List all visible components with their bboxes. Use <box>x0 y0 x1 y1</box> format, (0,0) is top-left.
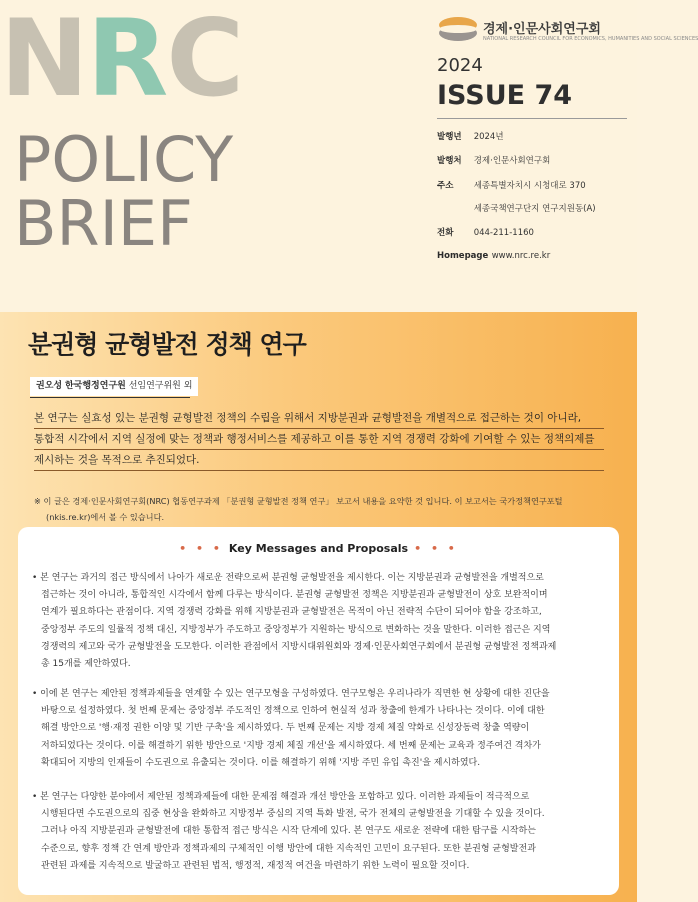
page-title: 분권형 균형발전 정책 연구 <box>28 330 306 359</box>
key-message-item: • 본 연구는 다양한 분야에서 제안된 정책과제들에 대한 문제점 해결과 개선 방안을 포함하고 있다. 이러한 과제들이 적극적으로 시행된다면 수도권으로의 집중 현상을 완화하고 지방정부 중심의 지역 특화 발전, 국가 전체의 균형발전을 기대할 수 있을 것이다. 그러나 아직 지방분권과 균형발전에 대한 통합적 접근 방식은 시작 단계에 있다. 본 연구도 새로운 전략에 대한 탐구를 시작하는 수준으로, 향후 정책 간 연계 방안과 정책과제의 구체적인 이행 방안에 대한 지속적인 고민이 요구된다. 또한 분권형 균형발전과 관련된 과제를 지속적으로 발굴하고 관련된 법적, 행정적, 재정적 여건을 마련하기 위한 노력이 필요할 것이다. <box>32 792 545 871</box>
pub-row: 세종국책연구단지 연구지원동(A) <box>473 204 596 214</box>
pub-row: 발행년 2024년 <box>437 132 504 142</box>
brand-nrc: NRC <box>0 0 243 120</box>
key-message-item: • 이에 본 연구는 제안된 정책과제들을 연계할 수 있는 연구모형을 구성하였다. 연구모형은 우리나라가 직면한 현 상황에 대한 진단을 바탕으로 설정하였다. 첫 번째 문제는 중앙정부 주도적인 정책으로 인하여 현실적 성과 창출에 한계가 나타나는 것이다. 이에 대한 해결 방안으로 '행·재정 권한 이양 및 기반 구축'을 제시하였다. 두 번째 문제는 지방 경제 체질 약화로 신성장동력 창출 역량이 저하되었다는 것이다. 이를 해결하기 위한 방안으로 '지방 경제 체질 개선'을 제시하였다. 세 번째 문제는 교육과 정주여건 격차가 확대되어 지방의 인재들이 수도권으로 유출되는 것이다. 이를 해결하기 위해 '지방 주민 유입 촉진'을 제시하였다. <box>32 689 550 768</box>
abstract-line: 제시하는 것을 목적으로 추진되었다. <box>34 450 604 471</box>
nrc-logo-icon <box>437 16 479 42</box>
brand-brief: BRIEF <box>14 187 193 260</box>
dots-icon: • • • <box>179 542 223 555</box>
key-messages-card <box>18 527 619 895</box>
nrc-logo <box>437 16 698 46</box>
pub-row: 전화 044-211-1160 <box>437 228 534 238</box>
source-note <box>34 493 614 525</box>
masthead <box>0 0 698 312</box>
pub-row: Homepage www.nrc.re.kr <box>437 251 551 261</box>
abstract-line: 본 연구는 실효성 있는 분권형 균형발전 정책의 수립을 위해서 지방분권과 균형발전을 개별적으로 접근하는 것이 아니라, <box>34 408 604 429</box>
org-name: 경제·인문사회연구회 <box>483 22 601 37</box>
note-line: ※ 이 글은 경제·인문사회연구회(NRC) 협동연구과제 「분권형 균형발전 정책 연구」 보고서 내용을 요약한 것 입니다. 이 보고서는 국가정책연구포털 <box>34 496 563 506</box>
abstract <box>34 408 604 471</box>
issue-year: 2024 <box>437 55 483 76</box>
brand-policy: POLICY <box>14 123 234 196</box>
divider <box>437 118 627 119</box>
org-name-en: NATIONAL RESEARCH COUNCIL FOR ECONOMICS, HUMANITIES AND SOCIAL SCIENCES <box>483 36 698 42</box>
key-message-item: • 본 연구는 과거의 접근 방식에서 나아가 새로운 전략으로써 분권형 균형발전을 제시한다. 이는 지방분권과 균형발전을 개별적으로 접근하는 것이 아니라, 통합적인 시각에서 함께 다루는 방식이다. 분권형 균형발전 정책은 지방분권과 균형발전이 상호 보완적이며 연계가 필요하다는 관점이다. 지역 경쟁력 강화를 위해 지방분권과 균형발전은 목적이 아닌 전략적 수단이 되어야 함을 강조하고, 중앙정부 주도의 일률적 정책 대신, 지방정부가 주도하고 중앙정부가 지원하는 방식으로 변화하는 것을 말한다. 이러한 접근은 지역 경쟁력의 제고와 국가 균형발전을 도모한다. 이러한 관점에서 지방시대위원회와 경제·인문사회연구회에서 분권형 균형발전 정책과제 총 15개를 제안하였다. <box>32 573 557 670</box>
issue-number: ISSUE 74 <box>437 80 573 111</box>
dots-icon: • • • <box>414 542 458 555</box>
author-tag: 권오성 한국행정연구원 선임연구위원 외 <box>30 377 198 396</box>
pub-row: 발행처 경제·인문사회연구회 <box>437 156 551 166</box>
note-line: (nkis.re.kr)에서 볼 수 있습니다. <box>46 512 165 522</box>
pub-row: 주소 세종특별자치시 시청대로 370 <box>437 181 586 191</box>
key-messages-title: • • • Key Messages and Proposals • • • <box>179 542 458 555</box>
divider <box>30 397 190 398</box>
abstract-line: 통합적 시각에서 지역 실정에 맞는 정책과 행정서비스를 제공하고 이를 통한 지역 경쟁력 강화에 기여할 수 있는 정책의제를 <box>34 429 604 450</box>
